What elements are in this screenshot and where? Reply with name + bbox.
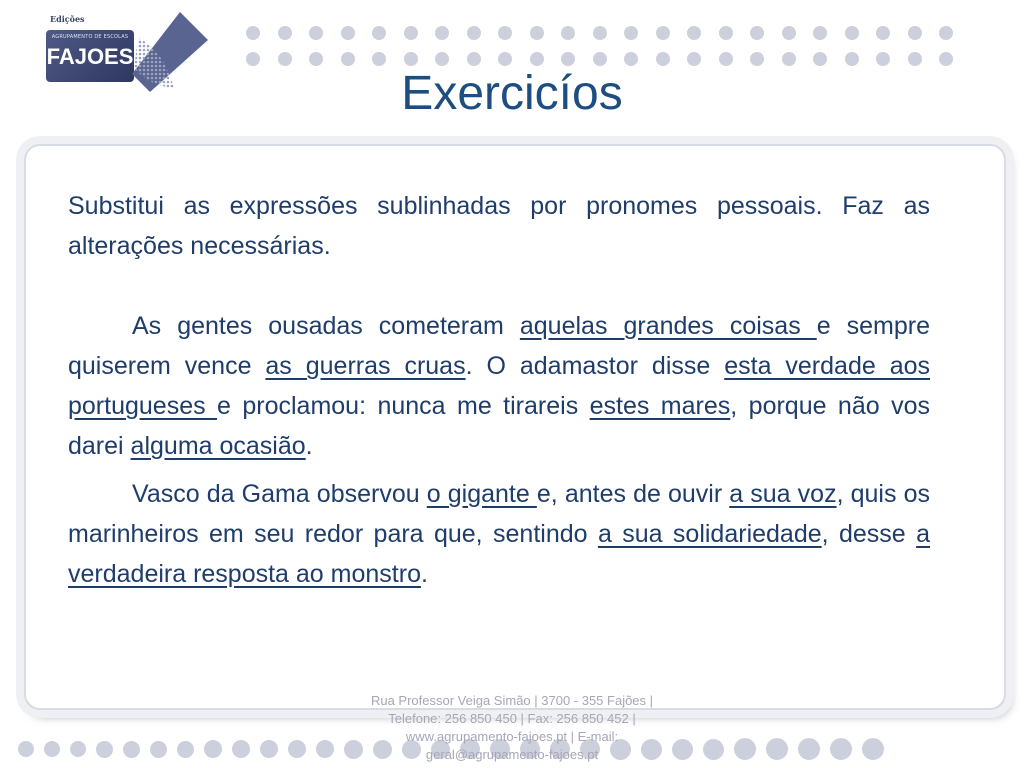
decorative-dot: [372, 52, 386, 66]
decorative-dot: [845, 52, 859, 66]
text-segment: , quis os marinheiros em seu redor para que, sentindo: [68, 480, 930, 548]
decorative-dots-row-top: [246, 26, 971, 40]
decorative-dot: [672, 739, 693, 760]
underlined-expression: a sua voz: [729, 480, 837, 508]
decorative-dot: [750, 52, 764, 66]
decorative-dot: [939, 52, 953, 66]
logo-name: FAJOES: [46, 44, 134, 69]
decorative-dot: [404, 52, 418, 66]
text-segment: Vasco da Gama observou: [132, 480, 427, 508]
decorative-dot: [498, 52, 512, 66]
underlined-expression: esta verdade aos portugueses: [68, 352, 930, 420]
exercise-paragraph-1: [68, 306, 930, 466]
underlined-expression: aquelas grandes coisas: [519, 312, 817, 340]
decorative-dot: [246, 52, 260, 66]
text-segment: , porque não vos darei: [68, 392, 930, 460]
decorative-dot: [530, 52, 544, 66]
decorative-dot: [177, 741, 194, 758]
footer-contact-info: Rua Professor Veiga Simão | 3700 - 355 Fajões | Telefone: 256 850 450 | Fax: 256 850 452 | www.agrupamento-fajoes.pt | E-mail: geral@agrupamento-fajoes.pt: [370, 693, 654, 762]
decorative-dot: [467, 52, 481, 66]
decorative-dot: [372, 26, 386, 40]
decorative-dot: [908, 26, 922, 40]
text-segment: e proclamou: nunca me tirareis: [217, 392, 590, 420]
underlined-expression: a verdadeira resposta ao monstro: [68, 520, 930, 588]
decorative-dot: [278, 26, 292, 40]
decorative-dot: [44, 741, 60, 757]
decorative-dot: [316, 740, 334, 758]
decorative-dot: [288, 740, 306, 758]
text-segment: e, antes de ouvir: [536, 480, 730, 508]
decorative-dots-row-second: [246, 52, 971, 66]
decorative-dot: [703, 739, 724, 760]
decorative-dot: [687, 26, 701, 40]
decorative-dot: [876, 26, 890, 40]
decorative-dot: [123, 741, 140, 758]
decorative-dot: [18, 741, 34, 757]
decorative-dot: [798, 738, 820, 760]
text-segment: As gentes ousadas cometeram: [132, 312, 520, 340]
decorative-dot: [782, 52, 796, 66]
decorative-dot: [782, 26, 796, 40]
decorative-dot: [341, 26, 355, 40]
decorative-dot: [766, 738, 788, 760]
decorative-dot: [96, 741, 113, 758]
decorative-dot: [561, 52, 575, 66]
decorative-dot: [734, 738, 756, 760]
decorative-dot: [498, 26, 512, 40]
underlined-expression: as guerras cruas: [265, 352, 466, 380]
text-segment: .: [420, 560, 428, 588]
decorative-dot: [246, 26, 260, 40]
decorative-dot: [593, 52, 607, 66]
decorative-dot: [719, 26, 733, 40]
decorative-dot: [530, 26, 544, 40]
underlined-expression: alguma ocasião: [130, 432, 306, 460]
decorative-dot: [845, 26, 859, 40]
decorative-dot: [656, 52, 670, 66]
text-segment: e sempre quiserem vence: [68, 312, 931, 380]
decorative-dot: [750, 26, 764, 40]
decorative-dot: [908, 52, 922, 66]
decorative-dot: [561, 26, 575, 40]
decorative-dot: [435, 26, 449, 40]
exercise-content: [68, 186, 930, 594]
decorative-dot: [656, 26, 670, 40]
decorative-dot: [813, 26, 827, 40]
underlined-expression: o gigante: [426, 480, 537, 508]
text-segment: , desse: [821, 520, 917, 548]
decorative-dot: [341, 52, 355, 66]
decorative-dot: [876, 52, 890, 66]
decorative-dot: [593, 26, 607, 40]
logo-subtitle: AGRUPAMENTO DE ESCOLAS: [51, 34, 129, 40]
decorative-dot: [204, 740, 222, 758]
underlined-expression: estes mares: [589, 392, 731, 420]
decorative-dot: [309, 52, 323, 66]
text-segment: .: [305, 432, 313, 460]
decorative-dot: [70, 741, 86, 757]
logo-publisher-text: Edições: [50, 14, 85, 24]
page-title: Exercicíos: [401, 67, 623, 120]
instruction-text: Substitui as expressões sublinhadas por pronomes pessoais. Faz as alterações necessárias.: [68, 192, 930, 260]
decorative-dot: [467, 26, 481, 40]
decorative-dot: [404, 26, 418, 40]
decorative-dot: [150, 741, 167, 758]
decorative-dot: [719, 52, 733, 66]
decorative-dot: [232, 740, 250, 758]
decorative-dot: [624, 52, 638, 66]
decorative-dot: [435, 52, 449, 66]
decorative-dot: [309, 26, 323, 40]
decorative-dot: [687, 52, 701, 66]
decorative-dot: [278, 52, 292, 66]
exercise-paragraph-2: [68, 474, 930, 594]
decorative-dot: [830, 738, 852, 760]
decorative-dot: [624, 26, 638, 40]
text-segment: . O adamastor disse: [465, 352, 725, 380]
decorative-dot: [862, 738, 884, 760]
decorative-dot: [813, 52, 827, 66]
decorative-dot: [939, 26, 953, 40]
decorative-dot: [260, 740, 278, 758]
underlined-expression: a sua solidariedade: [597, 520, 822, 548]
